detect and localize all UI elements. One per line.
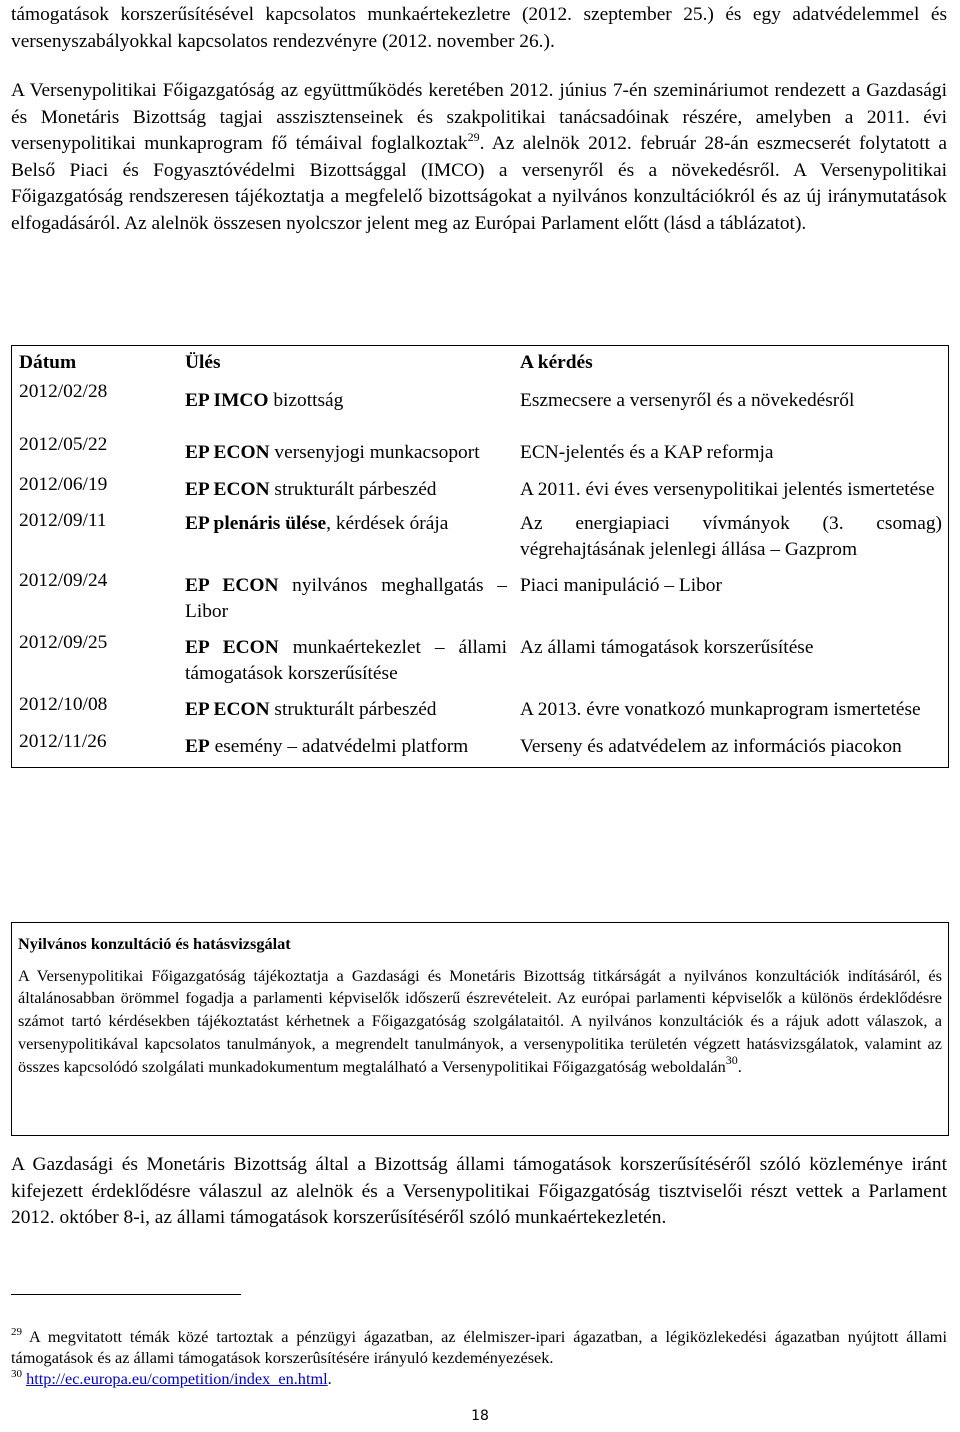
session-body: EP plenáris ülése bbox=[185, 513, 327, 534]
table-row bbox=[12, 567, 949, 629]
session-body: EP IMCO bbox=[185, 389, 269, 411]
row-question: ECN-jelentés és a KAP reformja bbox=[520, 442, 774, 463]
row-session bbox=[178, 418, 513, 471]
session-detail: munkaértekezlet – állami támogatások korszerűsítése bbox=[185, 637, 507, 684]
header-question: A kérdés bbox=[520, 352, 593, 373]
seminar-text: A Versenypolitikai Főigazgatóság az együttműködés keretében 2012. június 7-én szemináriumot rendezett a Gazdasági és Monetáris Bizottság tagjai asszisztenseinek és szakpolitikai tanácsadóinak részére, amelyben a 2011. évi versenypolitikai munkaprogram fő témáival foglalkoztak bbox=[11, 80, 947, 154]
row-session bbox=[178, 629, 513, 691]
row-date: 2012/02/28 bbox=[19, 380, 108, 402]
ep-sessions-table bbox=[11, 345, 949, 768]
box-tail: . bbox=[737, 1056, 742, 1076]
page-number: 18 bbox=[471, 1408, 489, 1424]
row-question: Piaci manipuláció – Libor bbox=[520, 575, 722, 596]
row-date: 2012/06/19 bbox=[19, 473, 108, 495]
footnote-text: A megvitatott témák közé tartoztak a pénzügyi ágazatban, az élelmiszer-ipari ágazatban, a légiközlekedési ágazatban nyújtott állami támogatások és az állami támogatások korszerûsítésére irányuló kezdeményezések. bbox=[11, 1327, 947, 1367]
table-row bbox=[12, 471, 949, 508]
box-title: Nyilvános konzultáció és hatásvizsgálat bbox=[18, 934, 291, 953]
footnote-tail: . bbox=[327, 1369, 332, 1388]
session-detail: strukturált párbeszéd bbox=[269, 478, 437, 500]
row-session bbox=[178, 471, 513, 508]
footnote-ref-30[interactable]: 30 bbox=[725, 1052, 738, 1067]
row-question: Az állami támogatások korszerűsítése bbox=[520, 637, 814, 658]
table-row bbox=[12, 691, 949, 728]
table-header-row bbox=[12, 346, 949, 378]
session-detail: esemény – adatvédelmi platform bbox=[209, 735, 469, 757]
table-row bbox=[12, 728, 949, 768]
paragraph-seminar bbox=[11, 78, 947, 237]
session-body: EP ECON bbox=[185, 637, 279, 658]
footnote-number: 29 bbox=[11, 1326, 22, 1338]
row-question: A 2011. évi éves versenypolitikai jelentés ismertetése bbox=[520, 478, 935, 500]
seminar-text-tail: . Az alelnök 2012. február 28-án eszmecserét folytatott a Belső Piaci és Fogyasztóvédelmi Bizottsággal (IMCO) a versenyről és a növekedésről. A Versenypolitikai Főigazgatóság rendszeresen tájékoztatja a megfelelő bizottságokat a nyilvános konzultációkról és az új iránymutatások elfogadásáról. Az alelnök összesen nyolcszor jelent meg az Európai Parlament előtt (lásd a táblázatot). bbox=[11, 133, 947, 234]
row-session bbox=[178, 378, 513, 419]
row-date: 2012/09/11 bbox=[19, 510, 107, 531]
header-session: Ülés bbox=[185, 352, 221, 373]
header-date: Dátum bbox=[19, 352, 77, 373]
session-detail: versenyjogi munkacsoport bbox=[269, 442, 480, 463]
row-date: 2012/09/25 bbox=[19, 632, 108, 653]
session-detail: bizottság bbox=[268, 389, 344, 411]
row-date: 2012/10/08 bbox=[19, 694, 108, 715]
row-question: A 2013. évre vonatkozó munkaprogram ismertetése bbox=[520, 699, 921, 720]
row-session bbox=[178, 728, 513, 768]
table-row bbox=[12, 507, 949, 567]
session-body: EP ECON bbox=[185, 478, 270, 500]
footnote-ref-29[interactable]: 29 bbox=[467, 130, 480, 144]
session-detail: , kérdések órája bbox=[326, 513, 449, 534]
table-row bbox=[12, 378, 949, 419]
row-session bbox=[178, 567, 513, 629]
paragraph-intro: támogatások korszerűsítésével kapcsolatos munkaértekezletre (2012. szeptember 25.) és egy adatvédelemmel és versenyszabályokkal kapcsolatos rendezvényre (2012. november 26.). bbox=[11, 4, 947, 52]
row-session bbox=[178, 691, 513, 728]
row-date: 2012/09/24 bbox=[19, 570, 108, 591]
row-date: 2012/11/26 bbox=[19, 730, 107, 752]
session-body: EP bbox=[185, 735, 210, 757]
table-row bbox=[12, 418, 949, 471]
footnote-number: 30 bbox=[11, 1368, 22, 1380]
competition-website-link[interactable]: http://ec.europa.eu/competition/index_en.html bbox=[26, 1369, 328, 1388]
footnote-30 bbox=[11, 1368, 947, 1389]
box-text bbox=[18, 965, 942, 1079]
consultation-box bbox=[11, 922, 949, 1136]
row-session bbox=[178, 507, 513, 567]
box-body: A Versenypolitikai Főigazgatóság tájékoztatja a Gazdasági és Monetáris Bizottság titkárságát a nyilvános konzultációk indításáról, és általánosabban örömmel fogadja a parlamenti képviselők időszerű észrevételeit. Az európai parlamenti képviselők a különös érdeklődésre számot tartó kérdésekben tájékoztatást kérhetnek a Főigazgatóság szolgálataitól. A nyilvános konzultációk és a rájuk adott válaszok, a versenypolitikával kapcsolatos tanulmányok, a megrendelt tanulmányok, a versenypolitika területén végzett hatásvizsgálatok, valamint az összes kapcsolódó szolgálati munkadokumentum megtalálható a Versenypolitikai Főigazgatóság weboldalán bbox=[18, 965, 942, 1076]
session-detail: strukturált párbeszéd bbox=[269, 699, 437, 720]
table-row bbox=[12, 629, 949, 691]
row-date: 2012/05/22 bbox=[19, 434, 108, 455]
footnote-29 bbox=[11, 1326, 947, 1368]
footnote-divider bbox=[11, 1294, 241, 1295]
row-question: Az energiapiaci vívmányok (3. csomag) végrehajtásának jelenlegi állása – Gazprom bbox=[520, 513, 942, 560]
row-question: Verseny és adatvédelem az információs piacokon bbox=[520, 735, 902, 757]
session-body: EP ECON bbox=[185, 442, 270, 463]
session-detail: nyilvános meghallgatás – Libor bbox=[185, 575, 507, 622]
row-question: Eszmecsere a versenyről és a növekedésről bbox=[520, 389, 855, 411]
paragraph-closing: A Gazdasági és Monetáris Bizottság által a Bizottság állami támogatások korszerűsítéséről szóló közleménye iránt kifejezett érdeklődésre válaszul az alelnök és a Versenypolitikai Főigazgatóság tisztviselői részt vettek a Parlament 2012. október 8-i, az állami támogatások korszerűsítéséről szóló munkaértekezletén. bbox=[11, 1154, 947, 1228]
footnotes bbox=[11, 1326, 947, 1389]
session-body: EP ECON bbox=[185, 699, 270, 720]
session-body: EP ECON bbox=[185, 575, 279, 596]
